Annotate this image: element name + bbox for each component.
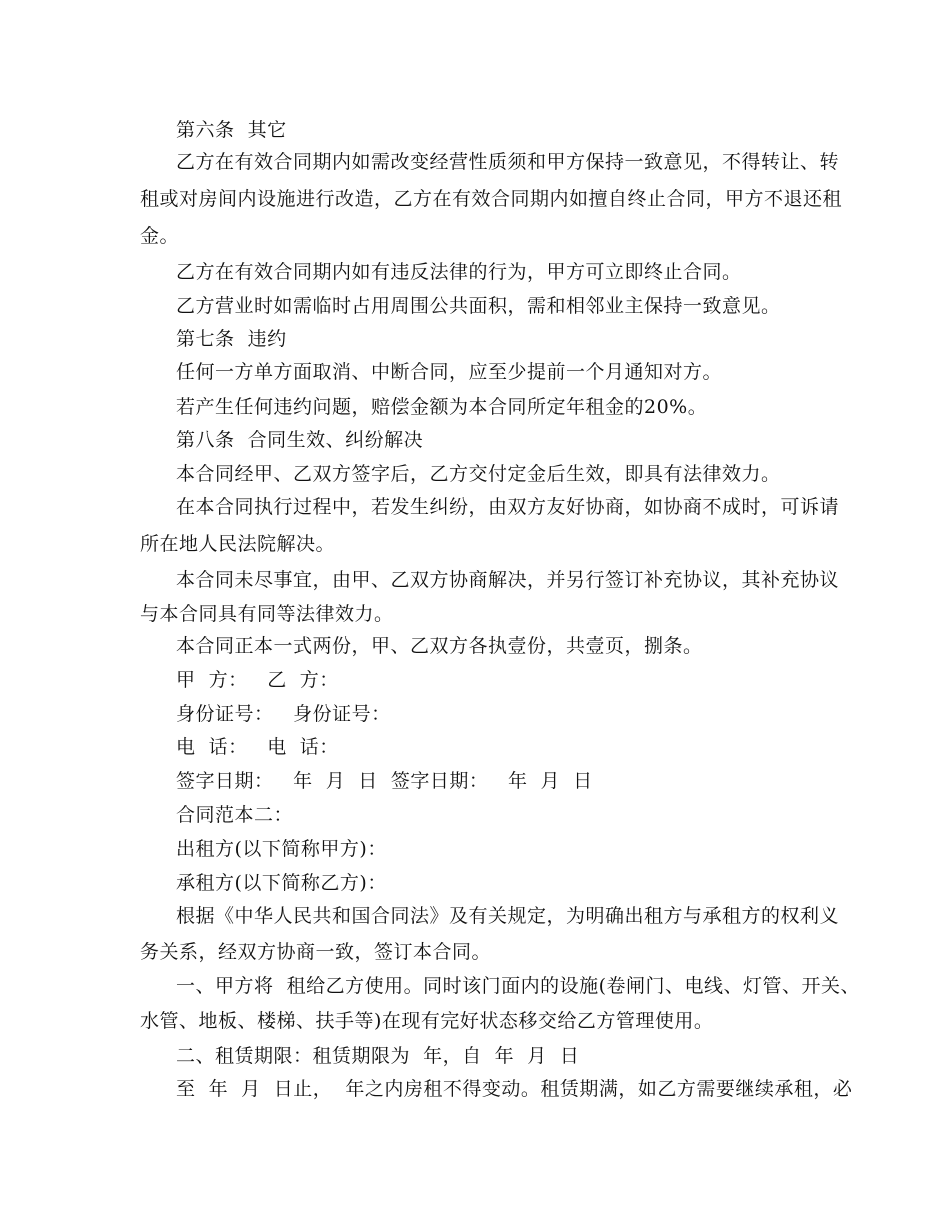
- paragraph-line: 二、租赁期限：租赁期限为 年，自 年 月 日: [176, 1045, 580, 1067]
- paragraph-line: 任何一方单方面取消、中断合同，应至少提前一个月通知对方。: [176, 361, 723, 383]
- paragraph-line: 一、甲方将 租给乙方使用。同时该门面内的设施(卷闸门、电线、灯管、开关、: [176, 975, 860, 997]
- paragraph-line: 至 年 月 日止， 年之内房租不得变动。租赁期满，如乙方需要继续承租，必: [176, 1078, 853, 1100]
- lessee-line: 承租方(以下简称乙方)：: [176, 872, 387, 894]
- paragraph-line: 租或对房间内设施进行改造，乙方在有效合同期内如擅自终止合同，甲方不退还租: [140, 188, 843, 210]
- paragraph-line: 本合同未尽事宜，由甲、乙双方协商解决，并另行签订补充协议，其补充协议: [176, 569, 840, 591]
- signature-phone-line: 电 话： 电 话：: [176, 736, 339, 758]
- template-two-heading: 合同范本二：: [176, 804, 294, 826]
- paragraph-line: 在本合同执行过程中，若发生纠纷，由双方友好协商，如协商不成时，可诉请: [176, 496, 840, 518]
- section-heading-7: 第七条 违约: [176, 328, 287, 350]
- paragraph-line: 所在地人民法院解决。: [140, 533, 336, 555]
- paragraph-line: 若产生任何违约问题，赔偿金额为本合同所定年租金的20%。: [176, 396, 708, 418]
- paragraph-line: 乙方在有效合同期内如有违反法律的行为，甲方可立即终止合同。: [176, 261, 742, 283]
- lessor-line: 出租方(以下简称甲方)：: [176, 838, 387, 860]
- signature-id-line: 身份证号： 身份证号：: [176, 703, 391, 725]
- signature-party-line: 甲 方： 乙 方：: [176, 669, 339, 691]
- section-heading-8: 第八条 合同生效、纠纷解决: [176, 429, 424, 451]
- signature-date-line: 签字日期： 年 月 日 签字日期： 年 月 日: [176, 770, 593, 792]
- paragraph-line: 金。: [140, 225, 180, 247]
- paragraph-line: 与本合同具有同等法律效力。: [140, 603, 394, 625]
- paragraph-line: 务关系，经双方协商一致，签订本合同。: [140, 941, 492, 963]
- paragraph-line: 本合同正本一式两份，甲、乙双方各执壹份，共壹页，捌条。: [176, 635, 703, 657]
- paragraph-line: 本合同经甲、乙双方签字后，乙方交付定金后生效，即具有法律效力。: [176, 463, 781, 485]
- section-heading-6: 第六条 其它: [176, 119, 287, 141]
- paragraph-line: 水管、地板、楼梯、扶手等)在现有完好状态移交给乙方管理使用。: [140, 1010, 714, 1032]
- paragraph-line: 根据《中华人民共和国合同法》及有关规定，为明确出租方与承租方的权利义: [176, 905, 840, 927]
- paragraph-line: 乙方在有效合同期内如需改变经营性质须和甲方保持一致意见，不得转让、转: [176, 151, 840, 173]
- paragraph-line: 乙方营业时如需临时占用周围公共面积，需和相邻业主保持一致意见。: [176, 295, 781, 317]
